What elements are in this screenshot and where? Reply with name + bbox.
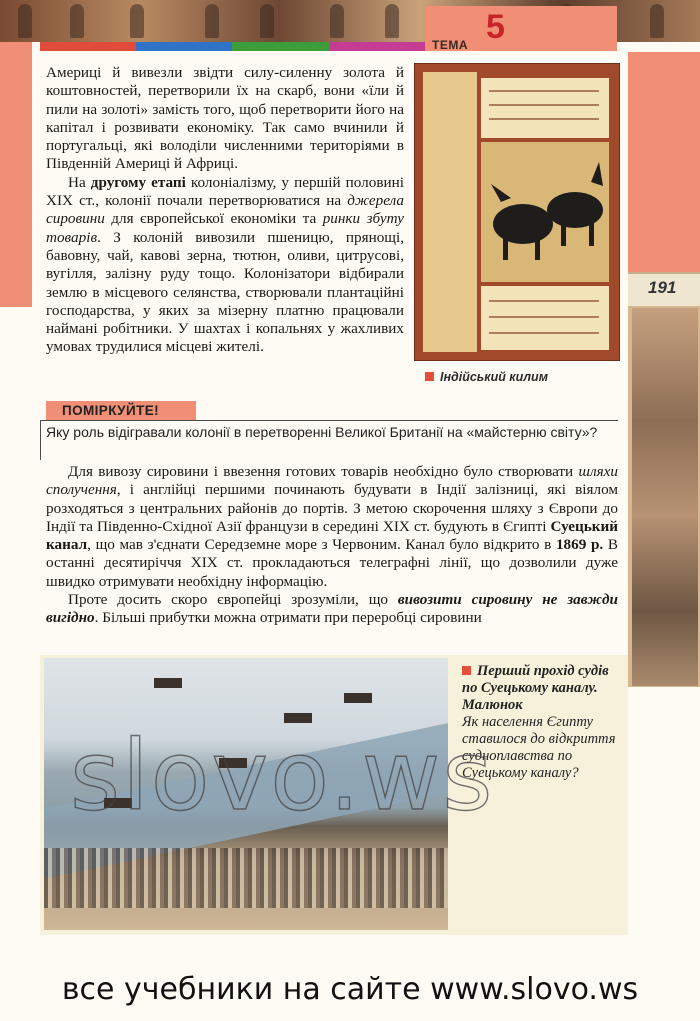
page-number: 191 — [648, 278, 677, 297]
emphasis-text: 1869 р. — [555, 536, 604, 554]
carpet-script-line — [489, 332, 599, 334]
figure-silhouette — [260, 4, 274, 38]
paragraph — [46, 64, 404, 174]
color-bar-segment — [232, 42, 328, 51]
paragraph-text: , що мав з'єднати Середземне море з Червоним. Канал було відкрито в — [87, 536, 556, 554]
carpet-caption — [425, 370, 548, 384]
paragraph-text: Проте досить скоро європейці зрозуміли, що — [68, 591, 398, 609]
caption-marker-icon — [425, 372, 434, 381]
crowd — [44, 848, 448, 908]
think-question: Яку роль відігравали колонії в перетворенні Великої Британії на «майстерню світу»? — [46, 424, 598, 440]
paragraph-text: для європейської економіки та — [104, 210, 323, 228]
figure-silhouette — [205, 4, 219, 38]
carpet-caption-text: Індійський килим — [440, 370, 548, 384]
carpet-floral-panel — [423, 72, 477, 352]
carpet-text-panel — [481, 78, 609, 138]
italic-term: ринки збуту товарів — [46, 210, 405, 246]
carpet-script-line — [489, 104, 599, 106]
italic-term: джерела сировини — [46, 192, 404, 228]
figure-silhouette — [650, 4, 664, 38]
paragraph — [46, 591, 618, 628]
left-accent-bar — [0, 42, 32, 307]
canal-caption-title — [462, 663, 622, 714]
indian-carpet-image — [414, 63, 620, 361]
think-rule-vertical — [40, 420, 41, 460]
ship-icon — [344, 693, 372, 703]
body-text-main — [46, 463, 618, 628]
color-bar-segment — [40, 42, 136, 51]
theme-number: 5 — [486, 8, 505, 46]
body-text-top — [46, 64, 404, 357]
ship-icon — [154, 678, 182, 688]
paragraph-text: Америці й вивезли звідти силу-силенну золота й коштовностей, перетворили їх на скарб, вони «їли й пили на золоті» замість того, щоб перетворити його на капітал і розвивати економіку. Так само вчинили й португальці, які володіли численними територіями в Південній Америці й Африці. — [46, 64, 404, 173]
footer-text: все учебники на сайте www.slovo.ws — [61, 972, 639, 1007]
paragraph-text: , і англійці першими починають будувати в Індії залізниці, які віялом розходяться з центральних районів до портів. З метою скорочення шляху з Європи до Індії та Південно-Східної Азії французи в середині XIX ст. будують в Єгипті — [46, 481, 618, 535]
carpet-text-panel — [481, 286, 609, 350]
theme-label: ТЕМА — [432, 38, 468, 52]
figure-silhouette — [385, 4, 399, 38]
color-bar-segment — [329, 42, 425, 51]
canal-caption-question: Як населення Єгипту ставилося до відкриття судноплавства по Суецькому каналу? — [462, 714, 616, 781]
color-bar-segment — [136, 42, 232, 51]
carpet-script-line — [489, 300, 599, 302]
paragraph — [46, 174, 404, 357]
figure-silhouette — [70, 4, 84, 38]
figure-silhouette — [330, 4, 344, 38]
canal-caption-title-text: Перший прохід судів по Суецькому каналу. Малюнок — [462, 663, 609, 713]
paragraph-text: На — [68, 173, 91, 191]
watermark: slovo.ws — [70, 720, 495, 832]
margin-painting — [632, 308, 698, 686]
figure-silhouette — [18, 4, 32, 38]
figure-silhouette — [130, 4, 144, 38]
caption-marker-icon — [462, 666, 471, 675]
carpet-script-line — [489, 90, 599, 92]
carpet-script-line — [489, 118, 599, 120]
think-label: ПОМІРКУЙТЕ! — [62, 403, 160, 418]
carpet-script-line — [489, 316, 599, 318]
carpet-animal-scene — [481, 142, 609, 282]
paragraph — [46, 463, 618, 591]
paragraph-text: Для вивозу сировини і ввезення готових товарів необхідно було створювати — [68, 463, 579, 480]
emphasis-text: другому етапі — [90, 173, 186, 191]
paragraph-text: В останні десятиріччя XIX ст. прокладаються телеграфні лінії, що дозволили дуже швидко отримувати необхідну інформацію. — [46, 536, 618, 590]
animals-icon — [481, 142, 609, 282]
right-accent-block — [628, 52, 700, 272]
emphasis-text: Суецький канал — [46, 517, 618, 554]
paragraph-text: . Більші прибутки можна отримати при переробці сировини — [94, 609, 482, 627]
italic-term: шляхи сполучення — [46, 463, 618, 499]
emphasis-text: вивозити сировину не завжди вигідно — [46, 591, 618, 627]
think-rule — [40, 420, 618, 421]
paragraph-text: . З колоній вивозили пшеницю, прянощі, бавовну, чай, кавові зерна, тютюн, оливи, цитрусові, вугілля, залізну руду тощо. Колонізатори відбирали землю в місцевого селянства, створювали плантаційні господарства, у яких за мізерну платню працювали наймані робітники. У шахтах і копальнях у жахливих умовах трудилися місцеві жителі. — [46, 228, 404, 356]
paragraph-text: колоніалізму, у першій половині XIX ст., колонії почали перетворюватися на — [46, 173, 404, 210]
